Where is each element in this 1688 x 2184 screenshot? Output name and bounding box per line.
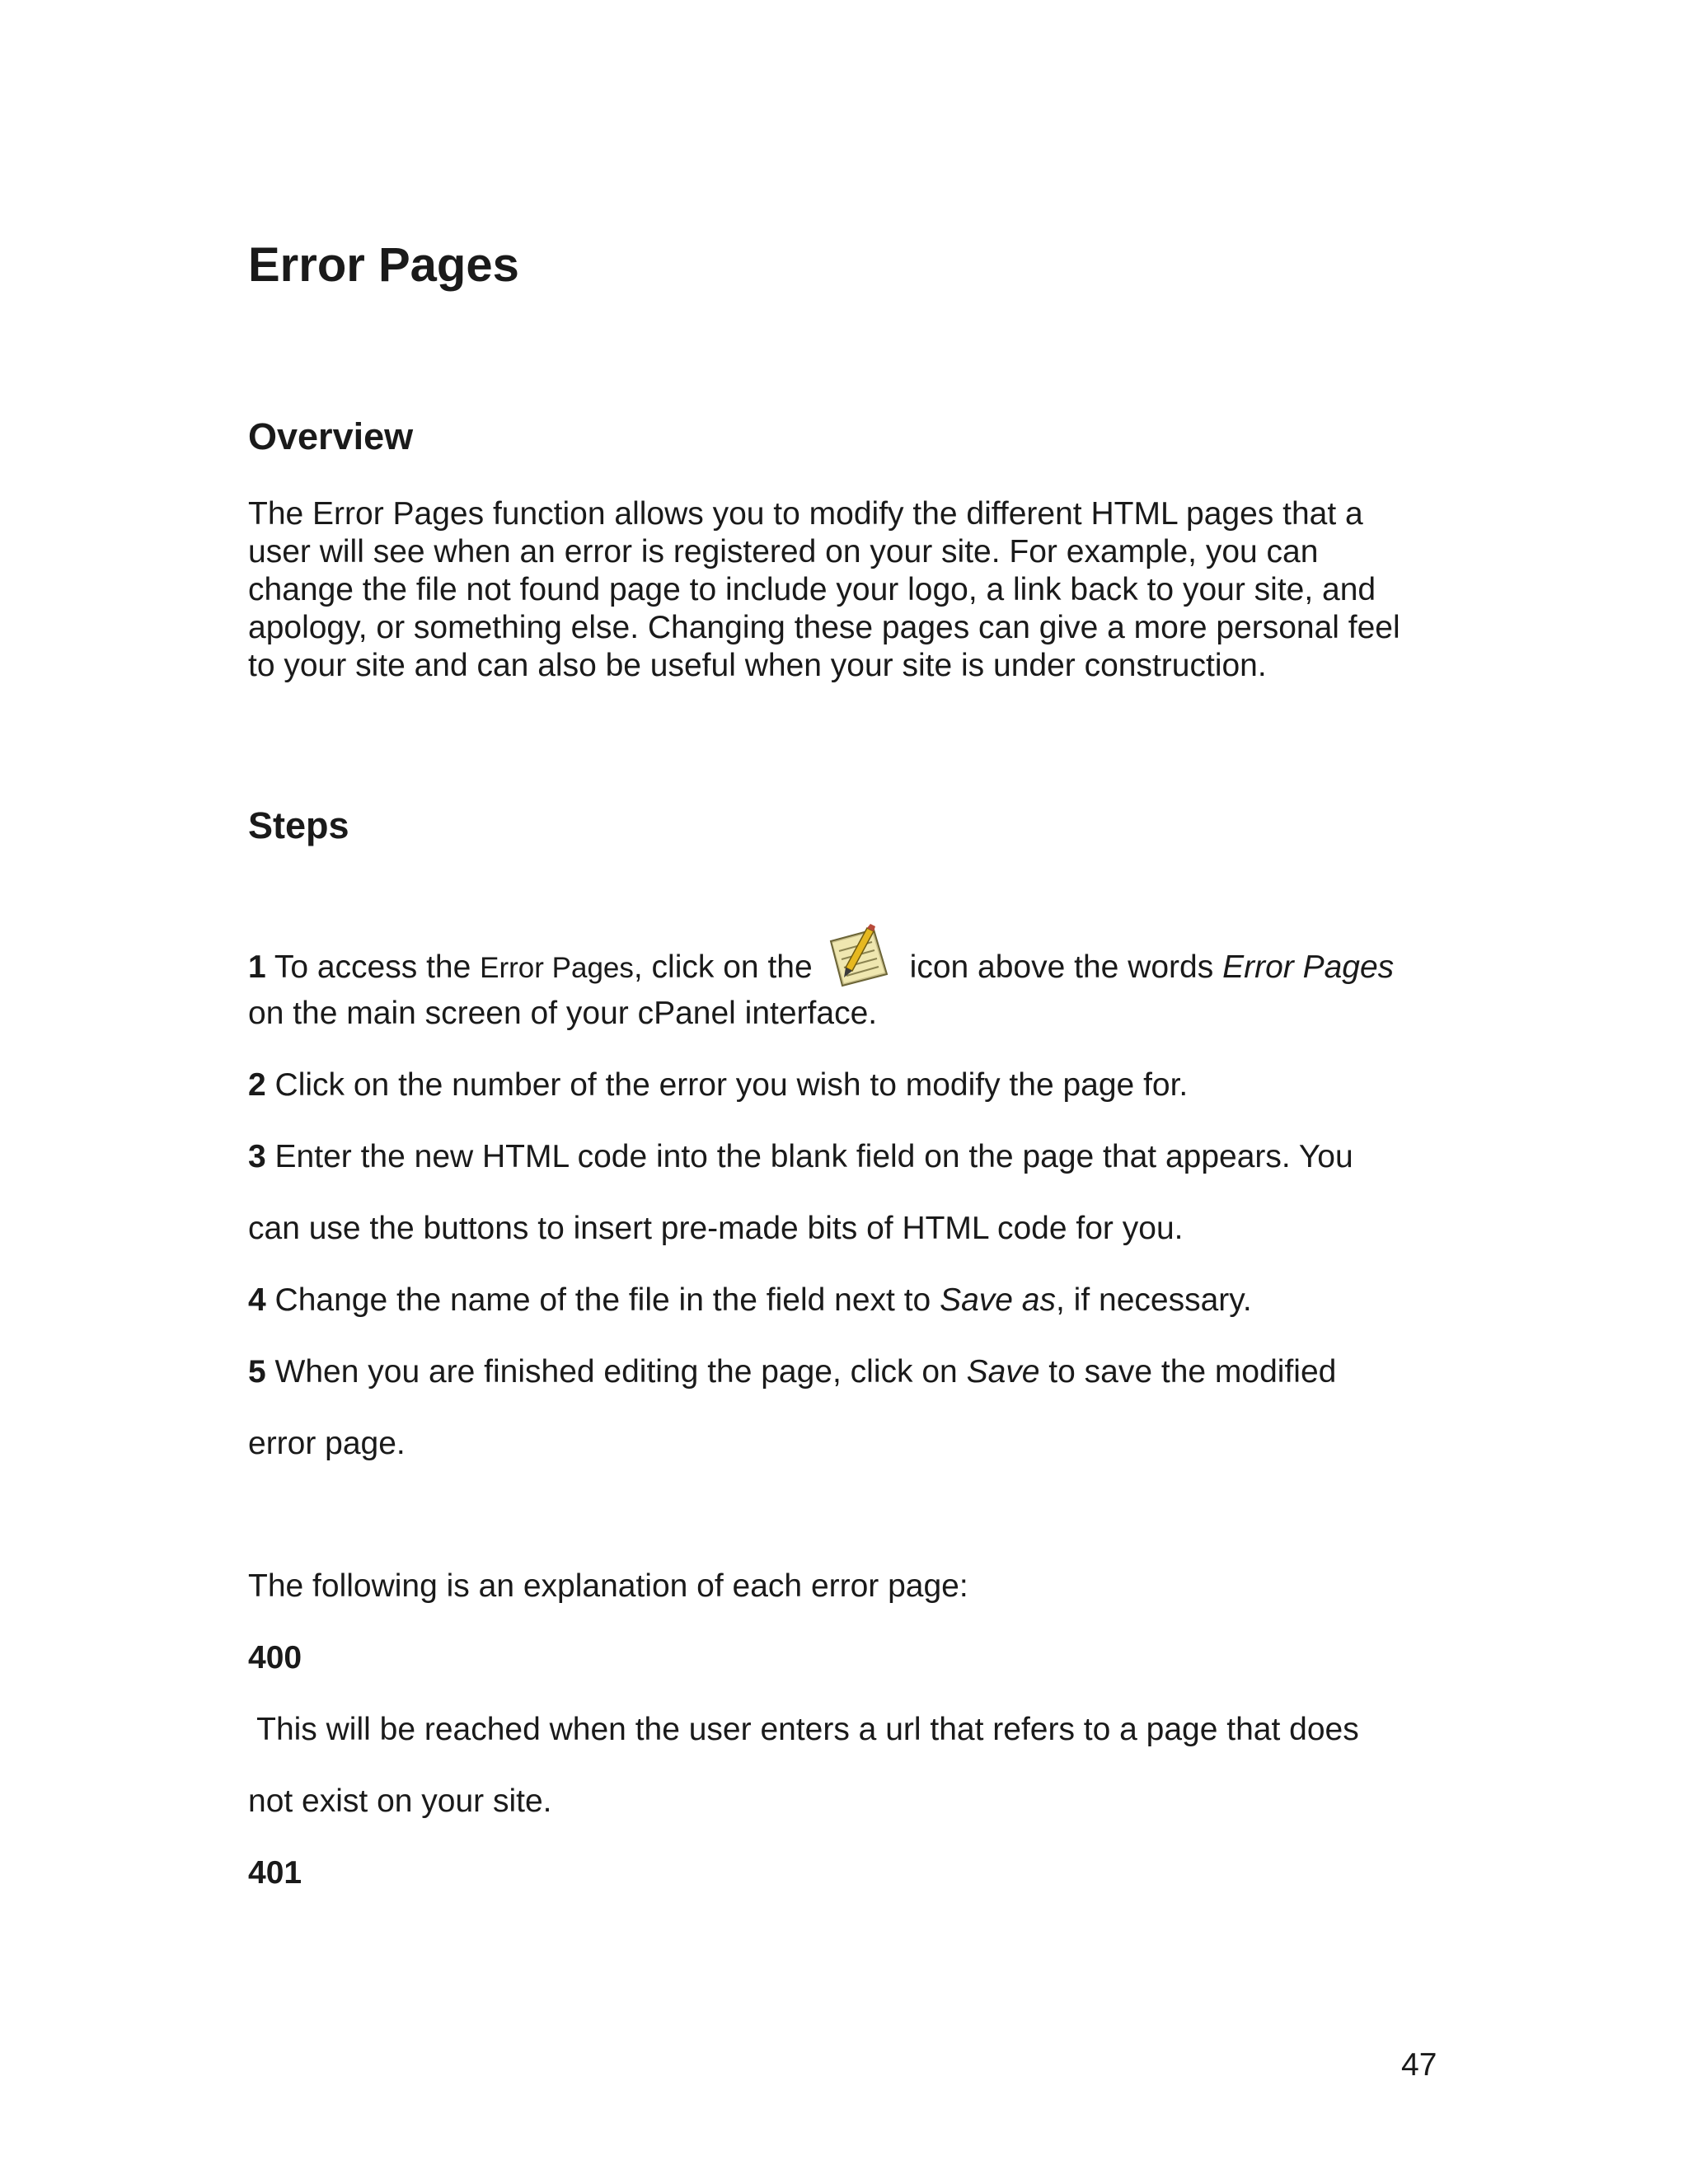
step-4: 4 Change the name of the file in the field next to Save as, if necessary. <box>248 1282 1252 1318</box>
overview-line: change the file not found page to include your logo, a link back to your site, and <box>248 572 1376 607</box>
step-5-line-2: error page. <box>248 1426 406 1461</box>
overview-line: to your site and can also be useful when your site is under construction. <box>248 648 1267 683</box>
step-number: 4 <box>248 1282 266 1318</box>
overview-line: The Error Pages function allows you to modify the different HTML pages that a <box>248 496 1363 532</box>
overview-paragraph <box>248 495 1451 685</box>
step-1-line-2: on the main screen of your cPanel interface. <box>248 996 878 1031</box>
page-number: 47 <box>1401 2047 1437 2083</box>
step-number: 5 <box>248 1354 266 1390</box>
step-number: 3 <box>248 1139 266 1174</box>
step-3-line-1: 3 Enter the new HTML code into the blank field on the page that appears. You <box>248 1139 1353 1174</box>
error-400-description-line-1: This will be reached when the user enters a url that refers to a page that does <box>248 1712 1359 1747</box>
error-400-description-line-2: not exist on your site. <box>248 1783 552 1819</box>
step-5-line-1: 5 When you are finished editing the page, click on Save to save the modified <box>248 1354 1337 1390</box>
notepad-pencil-icon <box>824 923 892 991</box>
overview-heading: Overview <box>248 415 414 457</box>
step-3-line-2: can use the buttons to insert pre-made bits of HTML code for you. <box>248 1211 1184 1246</box>
overview-line: apology, or something else. Changing these pages can give a more personal feel <box>248 610 1400 645</box>
step-number: 2 <box>248 1067 266 1103</box>
steps-heading: Steps <box>248 804 349 846</box>
overview-line: user will see when an error is registered on your site. For example, you can <box>248 534 1319 569</box>
explanation-intro: The following is an explanation of each error page: <box>248 1568 968 1604</box>
error-code-401: 401 <box>248 1855 302 1891</box>
error-code-400: 400 <box>248 1640 302 1675</box>
step-2: 2 Click on the number of the error you wish to modify the page for. <box>248 1067 1189 1103</box>
step-1-line-1: 1 To access the Error Pages, click on the icon above the words Error Pages <box>248 923 1394 991</box>
page-title: Error Pages <box>248 238 519 292</box>
step-number: 1 <box>248 949 266 985</box>
